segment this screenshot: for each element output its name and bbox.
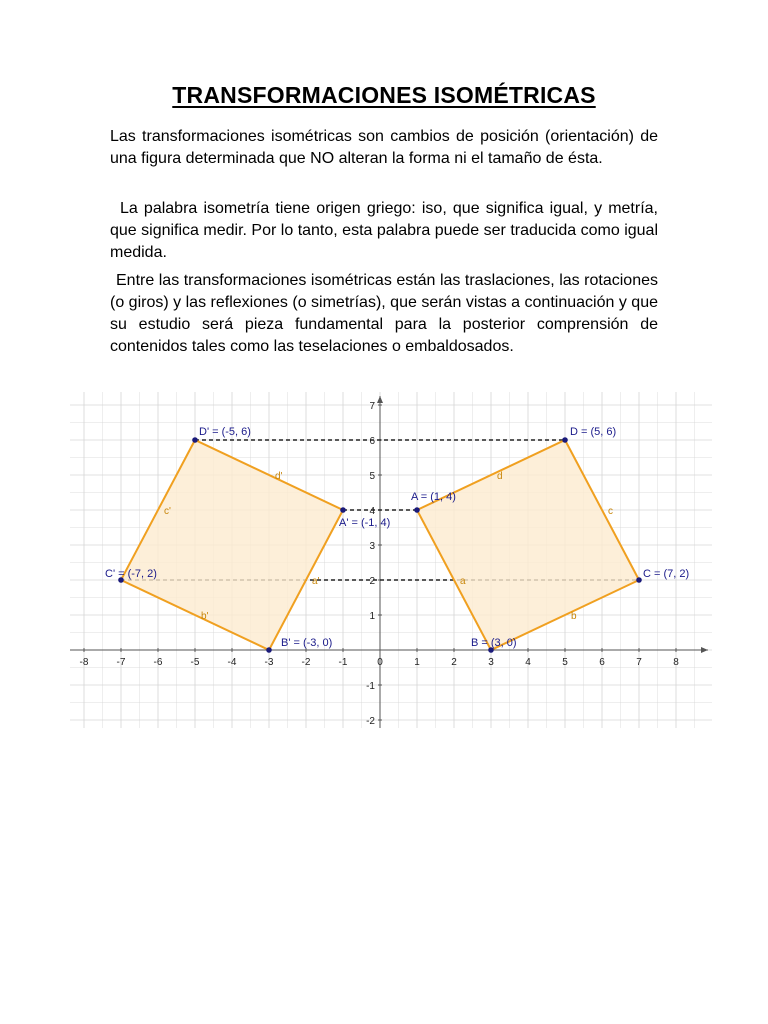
y-tick-label: -1 xyxy=(366,681,375,692)
y-tick-label: 6 xyxy=(369,436,375,447)
polygon-reflected xyxy=(121,440,343,650)
isometry-figure xyxy=(70,392,712,728)
polygon-original xyxy=(417,440,639,650)
vertex-label: B' = (-3, 0) xyxy=(281,637,333,649)
vertex-point xyxy=(414,507,420,513)
x-tick-label: 5 xyxy=(562,657,568,668)
x-tick-label: 3 xyxy=(488,657,494,668)
y-tick-label: 5 xyxy=(369,471,375,482)
vertex-point xyxy=(636,577,642,583)
x-tick-label: 4 xyxy=(525,657,531,668)
y-tick-label: 1 xyxy=(369,611,375,622)
segment-label: c' xyxy=(164,506,171,517)
segment-label: c xyxy=(608,506,613,517)
segment-label: b xyxy=(571,611,577,622)
y-axis-arrow xyxy=(377,396,383,403)
coordinate-plot xyxy=(70,392,712,728)
segment-label: d' xyxy=(275,471,283,482)
vertex-label: A' = (-1, 4) xyxy=(339,517,391,529)
x-tick-label: -3 xyxy=(264,657,274,668)
paragraph-1: Las transformaciones isométricas son cambios de posición (orientación) de una figura determinada que NO alteran la forma ni el tamaño de ésta. xyxy=(110,128,658,167)
vertex-label: B = (3, 0) xyxy=(471,637,517,649)
x-tick-label: -1 xyxy=(338,657,348,668)
x-tick-label: -7 xyxy=(116,657,126,668)
x-tick-label: -5 xyxy=(190,657,200,668)
y-tick-label: 3 xyxy=(369,541,375,552)
vertex-label: C' = (-7, 2) xyxy=(105,568,157,580)
x-tick-label: -6 xyxy=(153,657,163,668)
x-tick-label: -8 xyxy=(79,657,89,668)
paragraph-3: Entre las transformaciones isométricas están las traslaciones, las rotaciones (o giros) y las reflexiones (o simetrías), que serán vistas a continuación y que su estudio será pieza fundamental para la posterior comprensión de contenidos tales como las teselaciones o embaldosados. xyxy=(110,272,658,355)
segment-label: a xyxy=(460,576,466,587)
vertex-label: D' = (-5, 6) xyxy=(199,426,251,438)
x-tick-label: 7 xyxy=(636,657,642,668)
segment-label: b' xyxy=(201,611,209,622)
x-tick-label: -2 xyxy=(301,657,311,668)
segment-label: a' xyxy=(312,576,320,587)
segment-label: d xyxy=(497,471,503,482)
x-axis-arrow xyxy=(701,647,708,653)
x-tick-label: -4 xyxy=(227,657,237,668)
y-tick-label: 2 xyxy=(369,576,375,587)
vertex-label: A = (1, 4) xyxy=(411,491,456,503)
vertex-point xyxy=(192,437,198,443)
y-tick-label: -2 xyxy=(366,716,375,727)
y-tick-label: 7 xyxy=(369,401,375,412)
vertex-point xyxy=(562,437,568,443)
document-title: TRANSFORMACIONES ISOMÉTRICAS xyxy=(172,82,596,108)
paragraph-2: La palabra isometría tiene origen griego: iso, que significa igual, y metría, que significa medir. Por lo tanto, esta palabra puede ser traducida como igual medida. xyxy=(110,200,658,261)
vertex-label: D = (5, 6) xyxy=(570,426,617,438)
x-tick-label: 8 xyxy=(673,657,679,668)
vertex-point xyxy=(340,507,346,513)
y-tick-label: 4 xyxy=(369,506,375,517)
vertex-point xyxy=(266,647,272,653)
x-tick-label: 0 xyxy=(377,657,383,668)
x-tick-label: 6 xyxy=(599,657,605,668)
x-tick-label: 2 xyxy=(451,657,457,668)
x-tick-label: 1 xyxy=(414,657,420,668)
vertex-label: C = (7, 2) xyxy=(643,568,690,580)
